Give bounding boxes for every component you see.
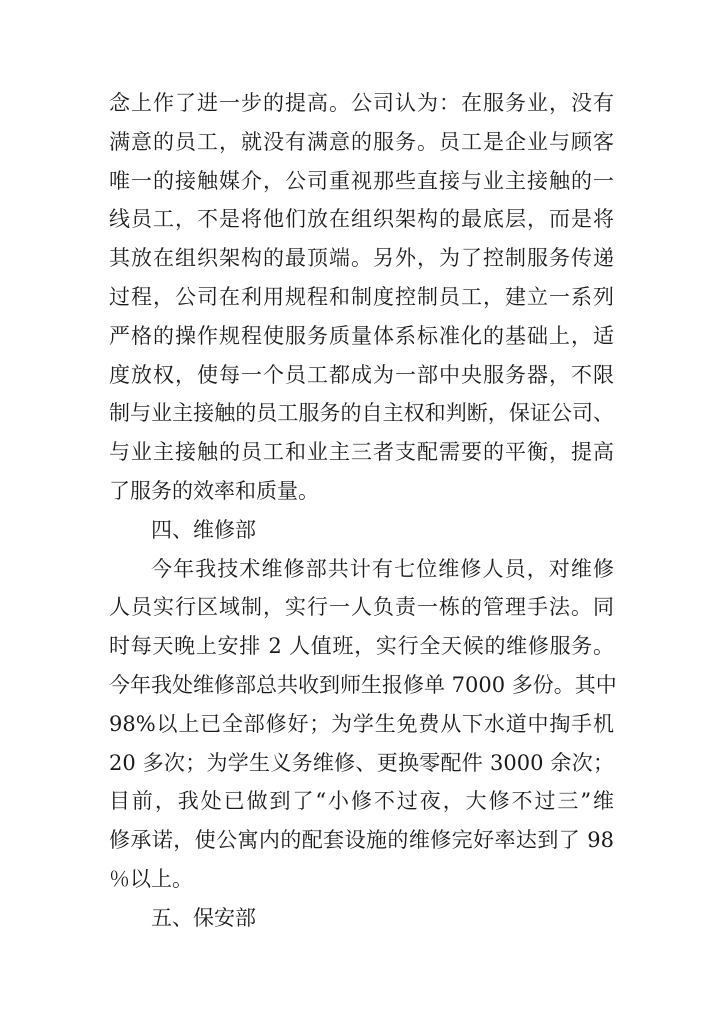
section-heading-security (109, 899, 614, 938)
text-line: 与业主接触的员工和业主三者支配需要的平衡，提高 (109, 440, 614, 465)
text-line: 严格的操作规程使服务质量体系标准化的基础上，适 (109, 323, 614, 348)
text-line: 念上作了进一步的提高。公司认为：在服务业，没有 (109, 91, 614, 115)
section-heading: 五、保安部 (151, 905, 256, 930)
paragraph-maintenance (109, 550, 617, 899)
text-line: 制与业主接触的员工服务的自主权和判断，保证公司、 (109, 401, 614, 426)
text-line: 今年我技术维修部共计有七位维修人员，对维修 (151, 556, 614, 581)
text-line: 修承诺，使公寓内的配套设施的维修完好率达到了 98 (109, 828, 614, 853)
text-line: 满意的员工，就没有满意的服务。员工是企业与顾客 (109, 129, 614, 154)
paragraph-service-concept (109, 84, 614, 511)
text-line: 20 多次；为学生义务维修、更换零配件 3000 余次； (109, 750, 614, 775)
text-line: 目前，我处已做到了“小修不过夜，大修不过三”维 (109, 789, 614, 814)
text-line: 了服务的效率和质量。 (109, 478, 319, 503)
section-heading-maintenance (109, 511, 614, 550)
text-line: 时每天晚上安排 2 人值班，实行全天候的维修服务。 (109, 634, 614, 659)
text-line: 度放权，使每一个员工都成为一部中央服务器，不限 (109, 362, 614, 387)
section-heading: 四、维修部 (151, 517, 256, 542)
text-line: 今年我处维修部总共收到师生报修单 7000 多份。其中 (109, 672, 617, 697)
text-line: 98%以上已全部修好；为学生免费从下水道中掏手机 (109, 711, 614, 736)
text-line: 过程，公司在利用规程和制度控制员工，建立一系列 (109, 284, 614, 309)
text-line: ％以上。 (109, 866, 193, 891)
text-line: 线员工，不是将他们放在组织架构的最底层，而是将 (109, 207, 614, 232)
document-body (109, 84, 617, 938)
text-line: 人员实行区域制，实行一人负责一栋的管理手法。同 (109, 595, 614, 620)
text-line: 唯一的接触媒介，公司重视那些直接与业主接触的一 (109, 168, 614, 193)
text-line: 其放在组织架构的最顶端。另外，为了控制服务传递 (109, 246, 614, 271)
